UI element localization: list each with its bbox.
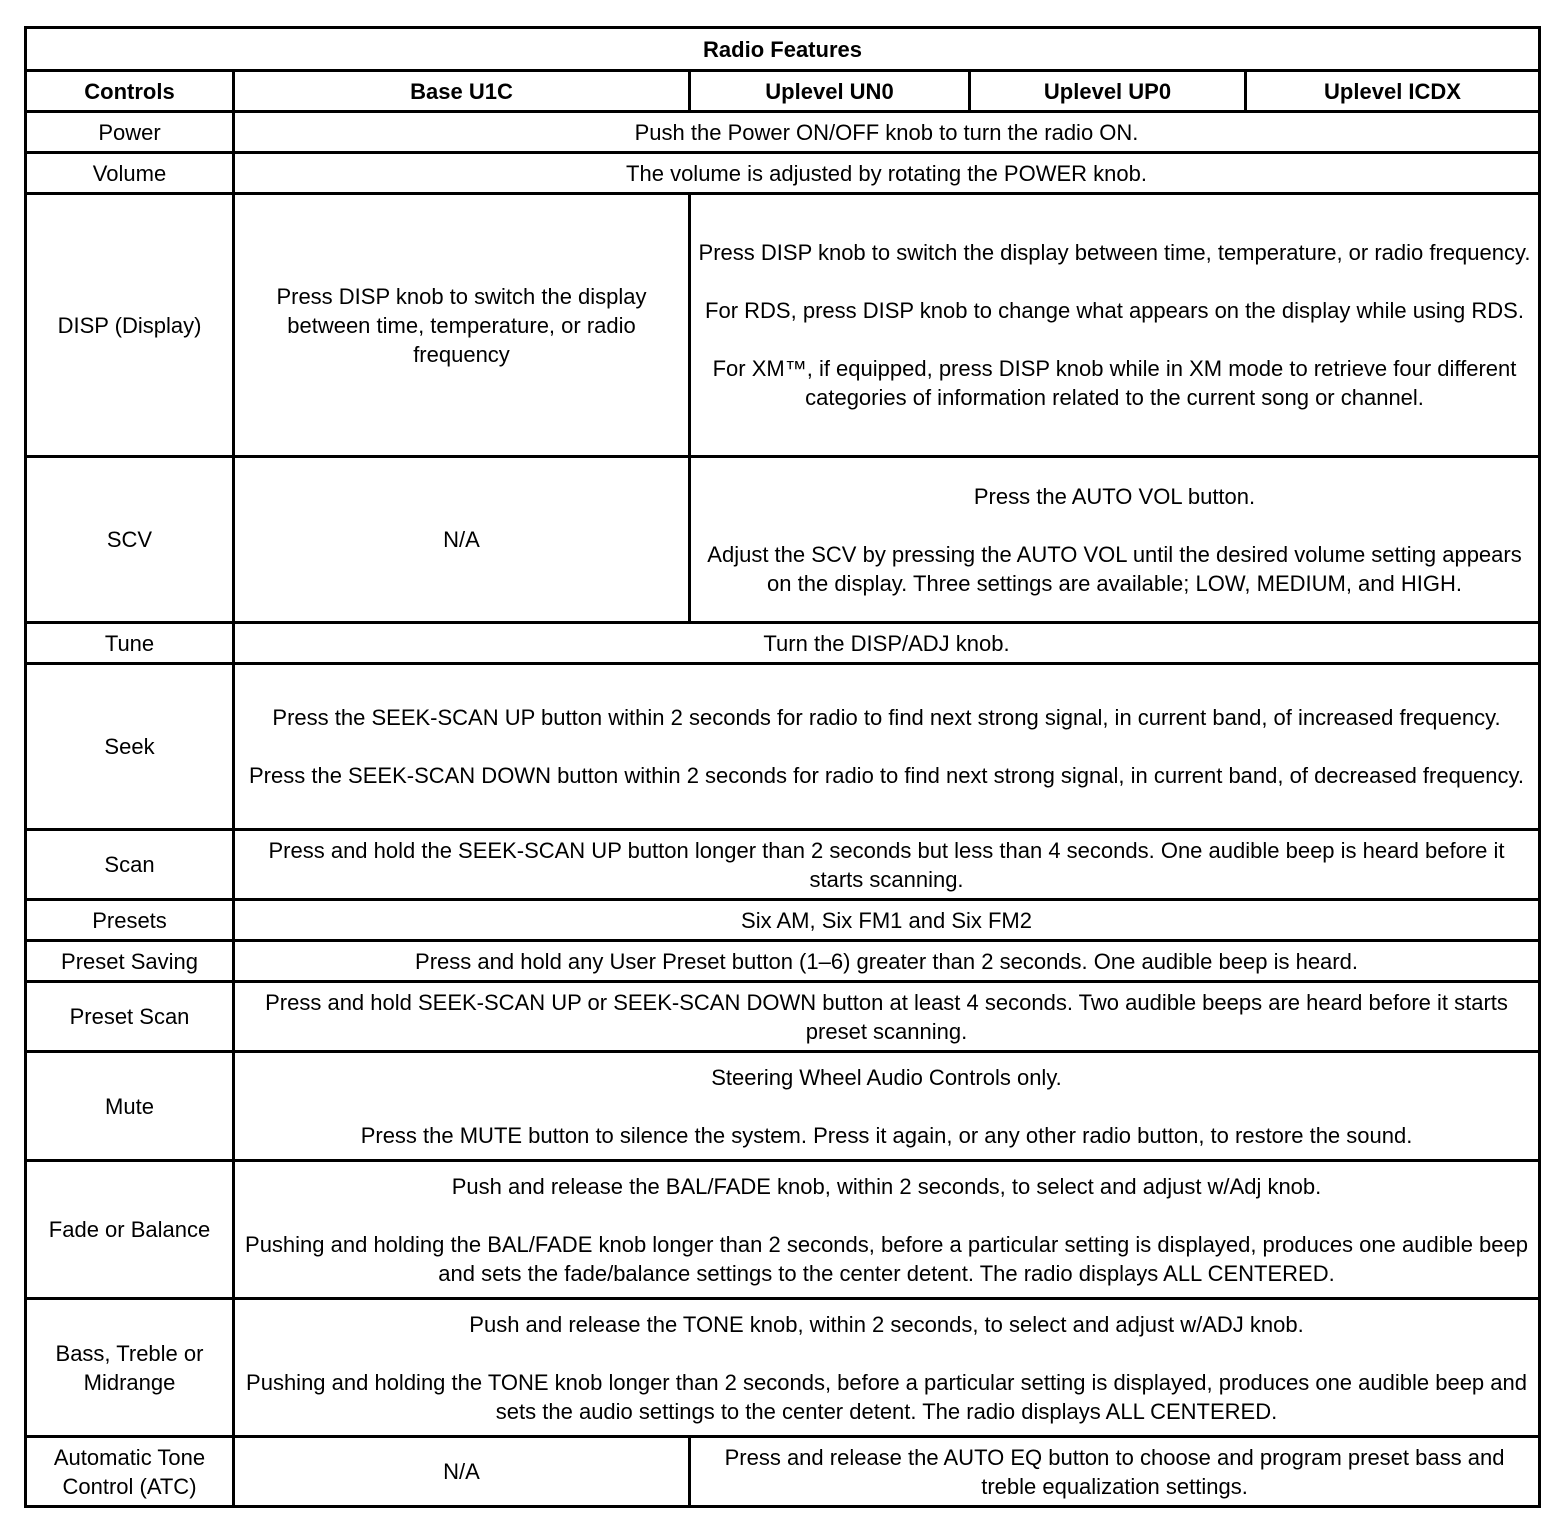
preset-saving-description: Press and hold any User Preset button (1–6) greater than 2 seconds. One audible beep is heard. bbox=[234, 941, 1540, 982]
table-row bbox=[26, 830, 1540, 900]
atc-uplevel-description: Press and release the AUTO EQ button to choose and program preset bass and treble equalization settings. bbox=[690, 1437, 1540, 1507]
atc-base-description: N/A bbox=[234, 1437, 690, 1507]
control-fade-balance: Fade or Balance bbox=[26, 1161, 234, 1299]
table-row bbox=[26, 1299, 1540, 1437]
tone-description: Push and release the TONE knob, within 2 seconds, to select and adjust w/ADJ knob. Pushing and holding the TONE knob longer than 2 seconds, before a particular setting is displayed, produces one audible beep and sets the audio settings to the center detent. The radio displays ALL CENTERED. bbox=[234, 1299, 1540, 1437]
scv-base-description: N/A bbox=[234, 457, 690, 623]
header-controls: Controls bbox=[26, 71, 234, 112]
table-row bbox=[26, 1161, 1540, 1299]
control-tune: Tune bbox=[26, 623, 234, 664]
seek-description: Press the SEEK-SCAN UP button within 2 seconds for radio to find next strong signal, in current band, of increased frequency. Press the SEEK-SCAN DOWN button within 2 seconds for radio to find next strong signal, in current band, of decreased frequency. bbox=[234, 664, 1540, 830]
header-base-u1c: Base U1C bbox=[234, 71, 690, 112]
control-disp: DISP (Display) bbox=[26, 194, 234, 457]
scan-description: Press and hold the SEEK-SCAN UP button longer than 2 seconds but less than 4 seconds. One audible beep is heard before it starts scanning. bbox=[234, 830, 1540, 900]
radio-features-table bbox=[24, 26, 1541, 1508]
table-row bbox=[26, 982, 1540, 1052]
fade-balance-description: Push and release the BAL/FADE knob, within 2 seconds, to select and adjust w/Adj knob. Pushing and holding the BAL/FADE knob longer than 2 seconds, before a particular setting is displayed, produces one audible beep and sets the fade/balance settings to the center detent. The radio displays ALL CENTERED. bbox=[234, 1161, 1540, 1299]
table-row bbox=[26, 112, 1540, 153]
control-atc: Automatic Tone Control (ATC) bbox=[26, 1437, 234, 1507]
table-row bbox=[26, 941, 1540, 982]
header-uplevel-icdx: Uplevel ICDX bbox=[1246, 71, 1540, 112]
scv-uplevel-description: Press the AUTO VOL button. Adjust the SCV by pressing the AUTO VOL until the desired volume setting appears on the display. Three settings are available; LOW, MEDIUM, and HIGH. bbox=[690, 457, 1540, 623]
control-preset-saving: Preset Saving bbox=[26, 941, 234, 982]
presets-description: Six AM, Six FM1 and Six FM2 bbox=[234, 900, 1540, 941]
table-row bbox=[26, 664, 1540, 830]
table-row bbox=[26, 623, 1540, 664]
control-scan: Scan bbox=[26, 830, 234, 900]
control-mute: Mute bbox=[26, 1052, 234, 1161]
mute-description: Steering Wheel Audio Controls only. Press the MUTE button to silence the system. Press it again, or any other radio button, to restore the sound. bbox=[234, 1052, 1540, 1161]
tune-description: Turn the DISP/ADJ knob. bbox=[234, 623, 1540, 664]
control-power: Power bbox=[26, 112, 234, 153]
table-row bbox=[26, 1052, 1540, 1161]
table-row bbox=[26, 900, 1540, 941]
power-description: Push the Power ON/OFF knob to turn the radio ON. bbox=[234, 112, 1540, 153]
table-title-row bbox=[26, 28, 1540, 71]
table-row bbox=[26, 1437, 1540, 1507]
control-scv: SCV bbox=[26, 457, 234, 623]
table-title: Radio Features bbox=[26, 28, 1540, 71]
header-uplevel-up0: Uplevel UP0 bbox=[970, 71, 1246, 112]
preset-scan-description: Press and hold SEEK-SCAN UP or SEEK-SCAN DOWN button at least 4 seconds. Two audible beeps are heard before it starts preset scanning. bbox=[234, 982, 1540, 1052]
control-seek: Seek bbox=[26, 664, 234, 830]
control-presets: Presets bbox=[26, 900, 234, 941]
disp-base-description: Press DISP knob to switch the display between time, temperature, or radio frequency bbox=[234, 194, 690, 457]
table-header-row bbox=[26, 71, 1540, 112]
control-preset-scan: Preset Scan bbox=[26, 982, 234, 1052]
control-volume: Volume bbox=[26, 153, 234, 194]
header-uplevel-un0: Uplevel UN0 bbox=[690, 71, 970, 112]
table-row bbox=[26, 153, 1540, 194]
volume-description: The volume is adjusted by rotating the POWER knob. bbox=[234, 153, 1540, 194]
table-row bbox=[26, 194, 1540, 457]
table-row bbox=[26, 457, 1540, 623]
control-bass-treble-midrange: Bass, Treble or Midrange bbox=[26, 1299, 234, 1437]
disp-uplevel-description: Press DISP knob to switch the display between time, temperature, or radio frequency. For RDS, press DISP knob to change what appears on the display while using RDS. For XM™, if equipped, press DISP knob while in XM mode to retrieve four different categories of information related to the current song or channel. bbox=[690, 194, 1540, 457]
